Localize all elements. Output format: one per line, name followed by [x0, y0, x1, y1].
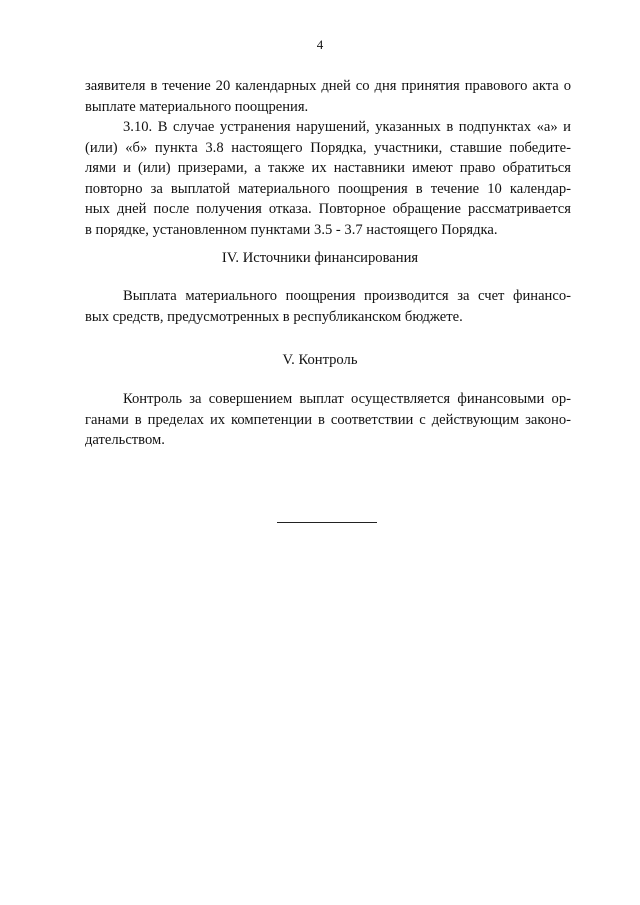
section-4-heading: IV. Источники финансирования [221, 250, 419, 266]
paragraph-continuation [85, 76, 571, 117]
text-line: выплате материального поощрения. [85, 98, 309, 115]
page-number: 4 [316, 37, 324, 52]
text-line: в порядке, установленном пунктами 3.5 - 3.7 настоящего Порядка. [85, 221, 498, 238]
section-5-paragraph [85, 389, 571, 451]
text-line: 3.10. В случае устранения нарушений, указанных в подпунктах «а» и [123, 119, 571, 135]
text-line: ганами в пределах их компетенции в соответствии с действующим законо- [85, 411, 571, 428]
text-line: ных дней после получения отказа. Повторное обращение рассматривается [85, 201, 571, 217]
end-of-document-rule [277, 522, 377, 523]
text-line: Контроль за совершением выплат осуществляется финансовыми ор- [123, 391, 571, 407]
text-line: (или) «б» пункта 3.8 настоящего Порядка, участники, ставшие победите- [85, 139, 571, 156]
text-line: вых средств, предусмотренных в республиканском бюджете. [85, 308, 463, 325]
text-line: дательством. [85, 432, 165, 448]
section-4-paragraph [85, 286, 571, 327]
paragraph-3-10 [85, 117, 571, 240]
text-line: повторно за выплатой материального поощрения в течение 10 календар- [85, 180, 571, 197]
section-5-heading: V. Контроль [282, 352, 358, 368]
text-line: заявителя в течение 20 календарных дней со дня принятия правового акта о [85, 78, 571, 94]
text-line: Выплата материального поощрения производится за счет финансо- [123, 288, 571, 304]
text-line: лями и (или) призерами, а также их наставники имеют право обратиться [85, 160, 571, 176]
